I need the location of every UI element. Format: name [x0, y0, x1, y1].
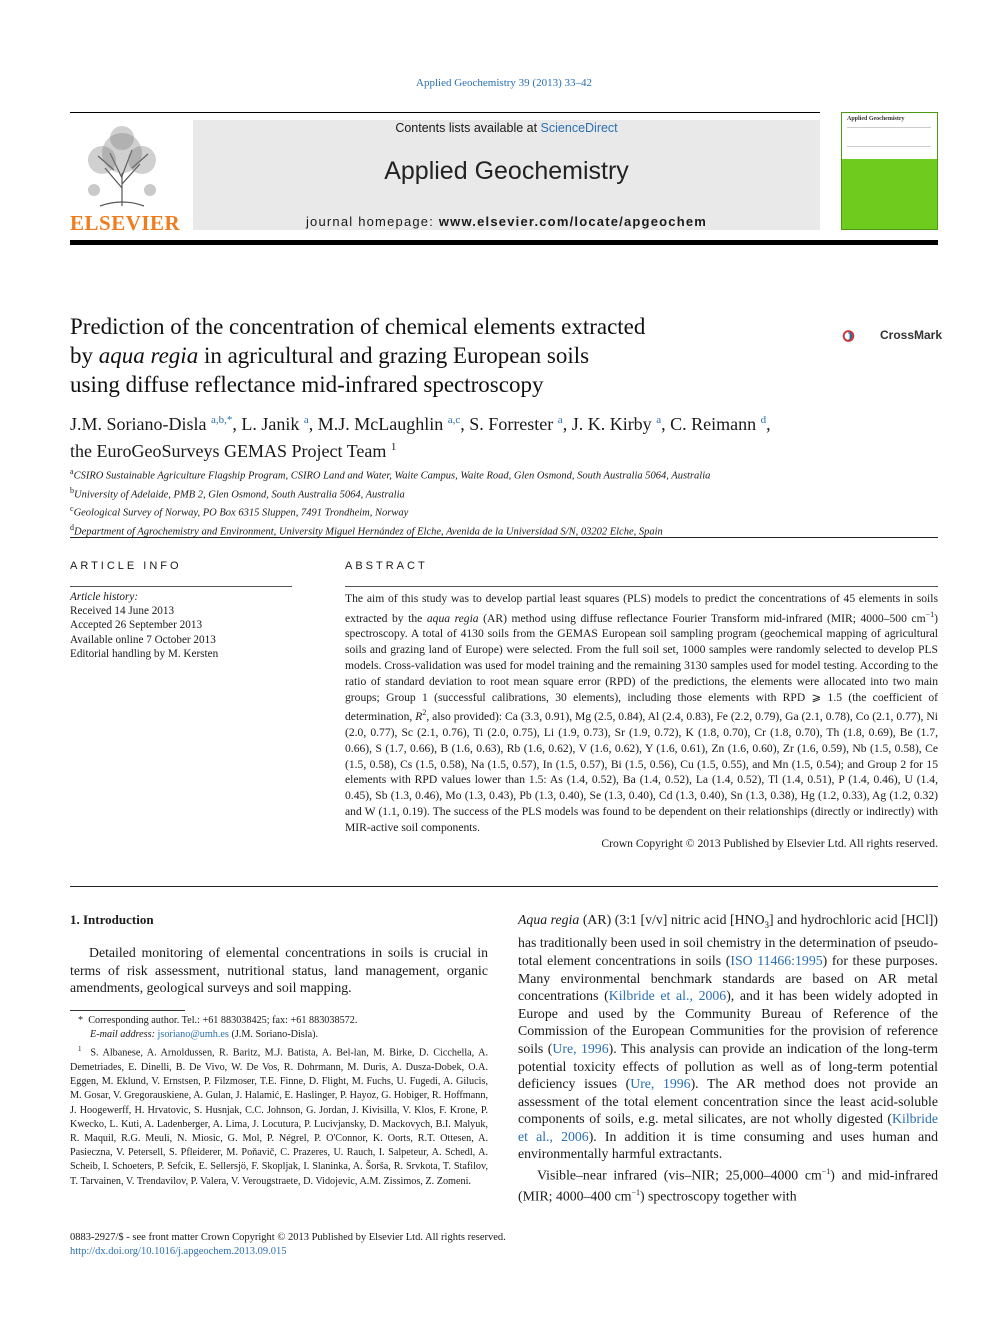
- team-footnote: $^1$ S. Albanese, A. Arnoldussen, R. Baritz, M.J. Batista, A. Bel-lan, M. Birke, D. Cicchella, A. Demetriades, E. Dinelli, B. De Vivo, W. De Vos, R. Dohrmann, M. Duris, A. Dusza-Dobek, O.A. Eggen, M. Eklund, V. Ernstsen, P. Filzmoser, T.E. Finne, D. Flight, M. Fuchs, U. Fugedi, A. Gilucis, M. Gosar, V. Gregorauskiene, A. Gulan, J. Halamić, E. Haslinger, P. Hayoz, G. Hobiger, R. Hoffmann, J. Hoogewerff, H. Hrvatovic, S. Husnjak, C.C. Johnson, G. Jordan, J. Kivisilla, V. Klos, F. Krone, P. Kwecko, L. Kuti, A. Ladenberger, A. Lima, J. Locutura, P. Lucivjansky, D. Mackovych, B.I. Malyuk, R. Maquil, R.G. Meuli, N. Miosic, G. Mol, P. Négrel, P. O'Connor, K. Oorts, R.T. Ottesen, A. Pasieczna, V. Petersell, S. Pfleiderer, M. Poňavič, C. Prazeres, U. Rauch, I. Salpeteur, A. Schedl, A. Scheib, I. Schoeters, P. Sefcik, E. Sellersjö, F. Skopljak, I. Slaninka, A. Šorša, R. Srvkota, T. Stafilov, T. Tarvainen, V. Trendavilov, P. Valera, V. Verougstraete, D. Vidojevic, A.M. Zissimos, Z. Zomeni.: [70, 1045, 489, 1187]
- affiliations: [70, 465, 938, 539]
- footnote-rule: [70, 1010, 185, 1011]
- author[interactable]: C. Reimann $^d$: [670, 414, 767, 434]
- section-divider: [70, 537, 938, 538]
- homepage-url[interactable]: www.elsevier.com/locate/apgeochem: [438, 214, 708, 229]
- online-date: Available online 7 October 2013: [70, 633, 216, 646]
- editorial-handling: Editorial handling by M. Kersten: [70, 647, 219, 660]
- journal-citation[interactable]: Applied Geochemistry 39 (2013) 33–42: [416, 77, 592, 89]
- abstract-copyright: Crown Copyright © 2013 Published by Elsevier Ltd. All rights reserved.: [601, 836, 938, 850]
- footnotes: [70, 1014, 488, 1189]
- header-rule: [70, 112, 820, 113]
- paragraph: Aqua regia (AR) (3:1 [v/v] nitric acid $[HNO_3]$ and hydrochloric acid [HCl]) has traditionally been used in soil chemistry in the determination of pseudo-total element concentrations in soils (ISO 11466:1995) for these purposes. Many environmental benchmark standards are based on AR metal concentrations (Kilbride et al., 2006), and it has been widely adopted in Europe and used by the Community Bureau of Reference of the Commission of the European Communities for the provision of reference soils (Ure, 1996). This analysis can provide an indication of the long-term potential toxicity effects of pollution as well as of long-term potential deficiency issues (Ure, 1996). The AR method does not provide an assessment of the total element concentration since the least acid-soluble components of soils, e.g. metal silicates, are not wholly digested (Kilbride et al., 2006). In addition it is time consuming and uses human and environmentally harmful extractants.: [518, 912, 939, 1162]
- corresponding-footnote: * Corresponding author. Tel.: +61 883038425; fax: +61 883038572.: [78, 1015, 358, 1026]
- article-info-rule: [70, 586, 292, 587]
- abstract-rule: [345, 586, 938, 587]
- article-title: Prediction of the concentration of chemical elements extracted by aqua regia in agricultural and grazing European soils using diffuse reflectance mid-infrared spectroscopy: [70, 314, 646, 397]
- affiliation: $^d$Department of Agrochemistry and Environment, University Miguel Hernández of Elche, Avenida de la Universidad S/N, 03202 Elche, Spain: [70, 522, 663, 537]
- article-info-heading: ARTICLE INFO: [70, 560, 182, 572]
- section-divider: [70, 886, 938, 887]
- author-list: J.M. Soriano-Disla $^{a,b,*}$, L. Janik $^a$, M.J. McLaughlin $^{a,c}$, S. Forrester $^a$, J. K. Kirby $^a$, C. Reimann $^d$, the EuroGeoSurveys GEMAS Project Team $^1$: [70, 414, 771, 461]
- history-label: Article history:: [70, 591, 139, 603]
- affiliation: $^b$University of Adelaide, PMB 2, Glen Osmond, South Australia 5064, Australia: [70, 485, 405, 500]
- paragraph: Visible–near infrared (vis–NIR; 25,000–4000 $cm^{-1}$) and mid-infrared (MIR; 4000–400 $cm^{-1}$) spectroscopy together with: [518, 1167, 938, 1204]
- affiliation: $^a$CSIRO Sustainable Agriculture Flagship Program, CSIRO Land and Water, Waite Campus, Waite Road, Glen Osmond, South Australia 5064, Australia: [70, 467, 711, 482]
- cover-title: Applied Geochemistry: [847, 116, 905, 122]
- crossmark-icon[interactable]: [842, 318, 878, 354]
- contents-line: Contents lists available at ScienceDirect: [395, 121, 618, 135]
- author[interactable]: J. K. Kirby $^a$: [571, 414, 662, 434]
- accepted-date: Accepted 26 September 2013: [70, 619, 203, 632]
- introduction-heading: 1. Introduction: [70, 912, 154, 927]
- author[interactable]: L. Janik $^a$: [241, 414, 309, 434]
- bottom-front-matter: [70, 1231, 938, 1259]
- doi-link[interactable]: http://dx.doi.org/10.1016/j.apgeochem.2013.09.015: [70, 1246, 287, 1257]
- elsevier-wordmark: ELSEVIER: [70, 211, 181, 235]
- author[interactable]: S. Forrester $^a$: [469, 414, 563, 434]
- journal-title: Applied Geochemistry: [384, 157, 629, 185]
- crossmark-label[interactable]: CrossMark: [880, 328, 943, 342]
- sciencedirect-link[interactable]: ScienceDirect: [540, 121, 618, 135]
- ref-iso[interactable]: ISO 11466:1995: [730, 952, 823, 968]
- email-footnote: E-mail address: jsoriano@umh.es (J.M. Soriano-Disla).: [90, 1029, 319, 1041]
- author-team: the EuroGeoSurveys GEMAS Project Team $^1$: [70, 441, 397, 461]
- article-history: [70, 590, 310, 661]
- header-thick-rule: [70, 240, 938, 245]
- author[interactable]: M.J. McLaughlin $^{a,c}$: [317, 414, 461, 434]
- ref-kilbride[interactable]: Kilbride et al., 2006: [608, 988, 727, 1004]
- author[interactable]: J.M. Soriano-Disla $^{a,b,*}$: [70, 414, 233, 434]
- issn-line: 0883-2927/$ - see front matter Crown Copyright © 2013 Published by Elsevier Ltd. All rights reserved.: [70, 1232, 506, 1243]
- abstract-heading: ABSTRACT: [345, 560, 428, 572]
- journal-cover-thumbnail[interactable]: [841, 112, 938, 230]
- ref-ure[interactable]: Ure, 1996: [630, 1076, 691, 1092]
- introduction-paragraph: Detailed monitoring of elemental concentrations in soils is crucial in terms of risk assessment, nutritional status, land management, organic amendments, geological surveys and soil mapping.: [70, 945, 488, 996]
- ref-ure[interactable]: Ure, 1996: [552, 1040, 609, 1056]
- email-link[interactable]: jsoriano@umh.es: [157, 1029, 229, 1041]
- journal-homepage: journal homepage: www.elsevier.com/locate/apgeochem: [305, 214, 708, 229]
- cover-lines: [847, 127, 931, 147]
- affiliation: $^c$Geological Survey of Norway, PO Box 6315 Sluppen, 7491 Trondheim, Norway: [70, 504, 409, 519]
- received-date: Received 14 June 2013: [70, 605, 175, 618]
- ref-kilbride[interactable]: Kilbride et al., 2006: [518, 1111, 938, 1144]
- introduction-right-column: [518, 911, 938, 1205]
- cover-band: [842, 113, 937, 159]
- abstract-body: The aim of this study was to develop partial least squares (PLS) models to predict the concentrations of 45 elements in soils extracted by the aqua regia (AR) method using diffuse reflectance Fourier Transform mid-infrared (MIR; 4000–500 $cm^{-1}$) spectroscopy. A total of 4130 soils from the GEMAS European soil sampling program (geochemical mapping of agricultural soils and grazing land of Europe) were selected. From the full soil set, 1000 samples were randomly selected to develop PLS models. Cross-validation was used for model training and the remaining 3130 samples used for model testing. According to the ratio of standard deviation to root mean square error (RPD) of the predictions, the elements were allocated into two main groups; Group 1 (successful calibrations, 30 elements), including those elements with RPD ⩾ 1.5 (the coefficient of determination, $R^2$, also provided): Ca (3.3, 0.91), Mg (2.5, 0.84), Al (2.4, 0.83), Fe (2.2, 0.79), Ga (2.1, 0.78), Co (2.1, 0.77), Ni (2.0, 0.77), Sc (2.1, 0.76), Ti (2.0, 0.75), Li (1.9, 0.73), Sr (1.9, 0.72), K (1.8, 0.70), Cr (1.8, 0.70), Th (1.8, 0.69), Be (1.7, 0.66), S (1.7, 0.66), B (1.6, 0.63), Rb (1.6, 0.62), V (1.6, 0.62), Y (1.6, 0.61), Zn (1.6, 0.60), Zr (1.6, 0.59), Nb (1.5, 0.58), Ce (1.5, 0.58), Cs (1.5, 0.58), Na (1.5, 0.57), In (1.5, 0.57), Bi (1.5, 0.56), Cu (1.5, 0.55), and Mn (1.5, 0.54); and Group 2 for 15 elements with RPD values lower than 1.5: As (1.4, 0.52), Ba (1.4, 0.52), La (1.4, 0.52), Tl (1.4, 0.51), P (1.4, 0.46), U (1.4, 0.45), Sb (1.3, 0.46), Mo (1.3, 0.43), Pb (1.3, 0.40), Se (1.3, 0.40), Cd (1.3, 0.40), Sn (1.3, 0.38), Hg (1.2, 0.33), Ag (1.2, 0.32) and W (1.1, 0.19). The success of the PLS models was found to be dependent on their relationships (directly or indirectly) with MIR-active soil components. Crown Copyright © 2013 Published by Elsevier Ltd. All rights reserved.: [345, 592, 938, 850]
